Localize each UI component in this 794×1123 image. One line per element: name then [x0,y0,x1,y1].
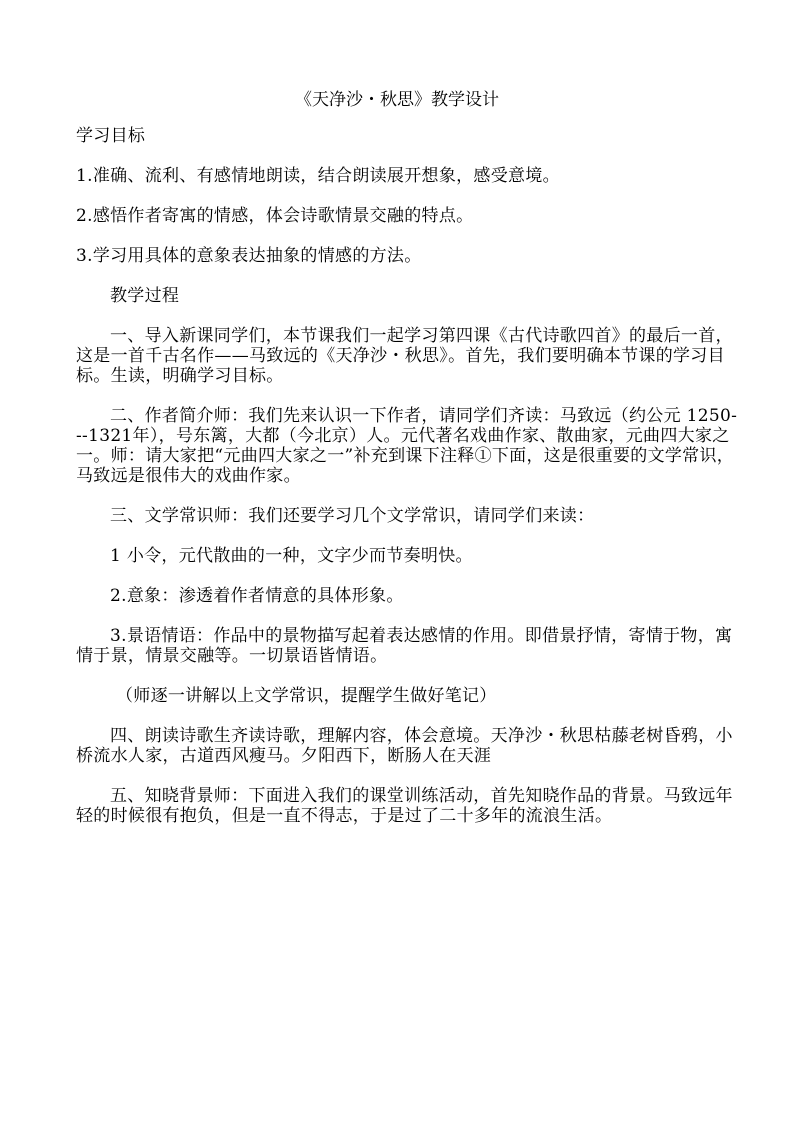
objective-item-3: 3.学习用具体的意象表达抽象的情感的方法。 [76,246,422,266]
process-step-3-literary-knowledge: 三、文学常识师：我们还要学习几个文学常识，请同学们来读： [110,506,595,526]
knowledge-item-3: 3.景语情语：作品中的景物描写起着表达感情的作用。即借景抒情，寄情于物，寓情于景，情景交融等。一切景语皆情语。 [76,626,733,666]
objective-item-1: 1.准确、流利、有感情地朗读，结合朗读展开想象，感受意境。 [76,166,560,186]
document-title: 《天净沙・秋思》教学设计 [295,90,499,110]
section-heading-process: 教学过程 [110,286,180,306]
process-step-1-intro: 一、导入新课同学们，本节课我们一起学习第四课《古代诗歌四首》的最后一首，这是一首千古名作——马致远的《天净沙・秋思》。首先，我们要明确本节课的学习目标。生读，明确学习目标。 [76,326,733,386]
knowledge-item-1: 1 小令，元代散曲的一种，文字少而节奏明快。 [110,546,473,566]
section-heading-objectives: 学习目标 [76,126,146,146]
document-body [76,126,742,846]
process-step-4-reading: 四、朗读诗歌生齐读诗歌，理解内容，体会意境。天净沙・秋思枯藤老树昏鸦，小桥流水人家，古道西风瘦马。夕阳西下，断肠人在天涯 [76,726,733,766]
process-step-2-author: 二、作者简介师：我们先来认识一下作者，请同学们齐读：马致远（约公元 1250---1321年），号东篱，大都（今北京）人。元代著名戏曲作家、散曲家，元曲四大家之一。师：请大家把“元曲四大家之一”补充到课下注释①下面，这是很重要的文学常识，马致远是很伟大的戏曲作家。 [76,406,738,486]
process-step-5-background: 五、知晓背景师：下面进入我们的课堂训练活动，首先知晓作品的背景。马致远年轻的时候很有抱负，但是一直不得志，于是过了二十多年的流浪生活。 [76,786,733,826]
objective-item-2: 2.感悟作者寄寓的情感，体会诗歌情景交融的特点。 [76,206,474,226]
knowledge-item-2: 2.意象：渗透着作者情意的具体形象。 [110,586,404,606]
teacher-note: （师逐一讲解以上文学常识，提醒学生做好笔记） [116,686,497,706]
